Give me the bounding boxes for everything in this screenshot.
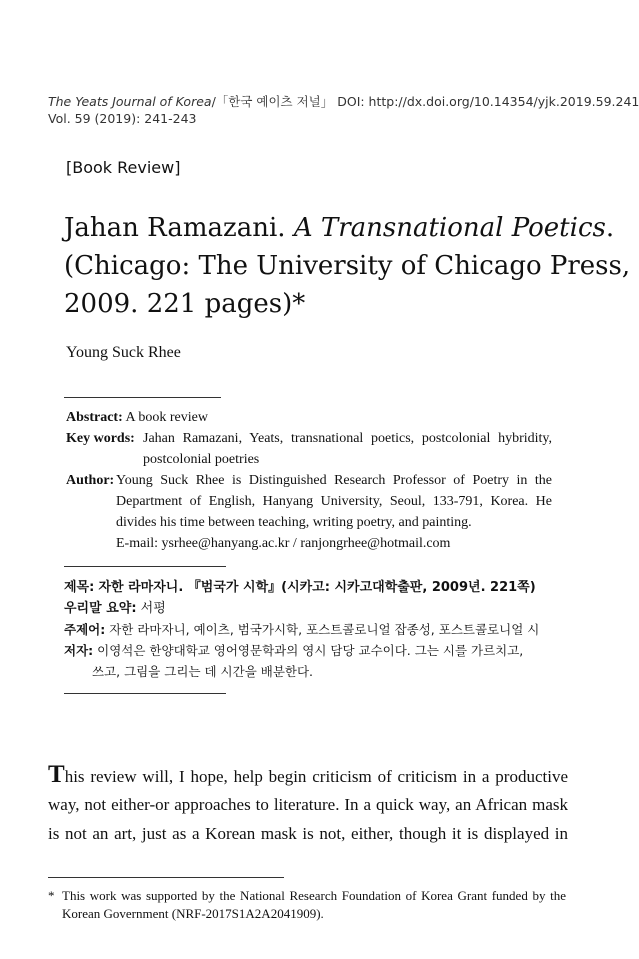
title-line-3: 2009. 221 pages)* <box>64 289 306 319</box>
divider <box>64 397 221 398</box>
korean-author-label: 저자: <box>64 643 94 658</box>
divider <box>64 693 226 694</box>
author-info-line-3: divides his time between teaching, writing poetry, and painting. <box>116 515 472 530</box>
author-email[interactable]: E-mail: ysrhee@hanyang.ac.kr / ranjongrhee@hotmail.com <box>116 536 451 551</box>
footnote-divider <box>48 877 284 878</box>
journal-header <box>48 93 639 110</box>
divider <box>64 566 226 567</box>
body-line-1: This review will, I hope, help begin criticism of criticism in a productive <box>48 761 568 788</box>
volume-info: Vol. 59 (2019): 241-243 <box>48 111 197 126</box>
korean-keywords-label: 주제어: <box>64 622 106 637</box>
body-line-2: way, not either-or approaches to literature. In a quick way, an African mask <box>48 795 568 814</box>
doi-link[interactable]: DOI: http://dx.doi.org/10.14354/yjk.2019.59.241 <box>333 94 639 109</box>
title-line-2: (Chicago: The University of Chicago Press, <box>64 251 631 281</box>
article-title <box>64 209 630 323</box>
abstract-text: A book review <box>125 410 208 425</box>
keywords-line-1: Jahan Ramazani, Yeats, transnational poetics, postcolonial hybridity, <box>143 431 552 446</box>
korean-summary-line <box>64 598 166 619</box>
korean-title-line <box>64 577 536 598</box>
korean-author-line-2: 쓰고, 그림을 그리는 데 시간을 배분한다. <box>92 664 314 679</box>
title-line-1: Jahan Ramazani. A Transnational Poetics. <box>64 213 615 243</box>
keywords-label: Key words: <box>66 431 135 446</box>
abstract-line <box>66 407 552 428</box>
korean-title-text: 자한 라마자니. 『범국가 시학』(시카고: 시카고대학출판, 2009년. 221쪽) <box>98 580 536 595</box>
author-info-line-1: Young Suck Rhee is Distinguished Research Professor of Poetry in the <box>116 473 552 488</box>
korean-keywords-line <box>64 619 539 640</box>
abstract-label: Abstract: <box>66 410 123 425</box>
journal-name-en: The Yeats Journal of Korea <box>48 94 212 109</box>
section-label: [Book Review] <box>66 158 181 177</box>
korean-summary-label: 우리말 요약: <box>64 601 137 616</box>
korean-summary-text: 서평 <box>140 601 166 616</box>
body-line-3: is not an art, just as a Korean mask is not, either, though it is displayed in <box>48 824 568 843</box>
book-title: A Transnational Poetics <box>293 213 606 243</box>
journal-name-ko: /「한국 예이츠 저널」 <box>211 94 334 109</box>
footnote-line-1: This work was supported by the National Research Foundation of Korea Grant funded by the <box>62 888 566 903</box>
korean-author-line-1: 저자: 이영석은 한양대학교 영어영문학과의 영시 담당 교수이다. 그는 시를 가르치고, <box>64 643 524 658</box>
author-name: Young Suck Rhee <box>66 344 181 361</box>
footnote-line-2: Korean Government (NRF-2017S1A2A2041909). <box>62 906 324 921</box>
korean-keywords-text: 자한 라마자니, 예이츠, 범국가시학, 포스트콜로니얼 잡종성, 포스트콜로니얼 시 <box>109 622 540 637</box>
author-info-line-2: Department of English, Hanyang University, Seoul, 133-791, Korea. He <box>116 494 552 509</box>
keywords-line-2: postcolonial poetries <box>143 452 260 467</box>
footnote-marker: * <box>48 888 55 903</box>
korean-title-label: 제목: <box>64 580 95 595</box>
drop-cap: T <box>48 761 65 788</box>
author-label: Author: <box>66 473 115 488</box>
